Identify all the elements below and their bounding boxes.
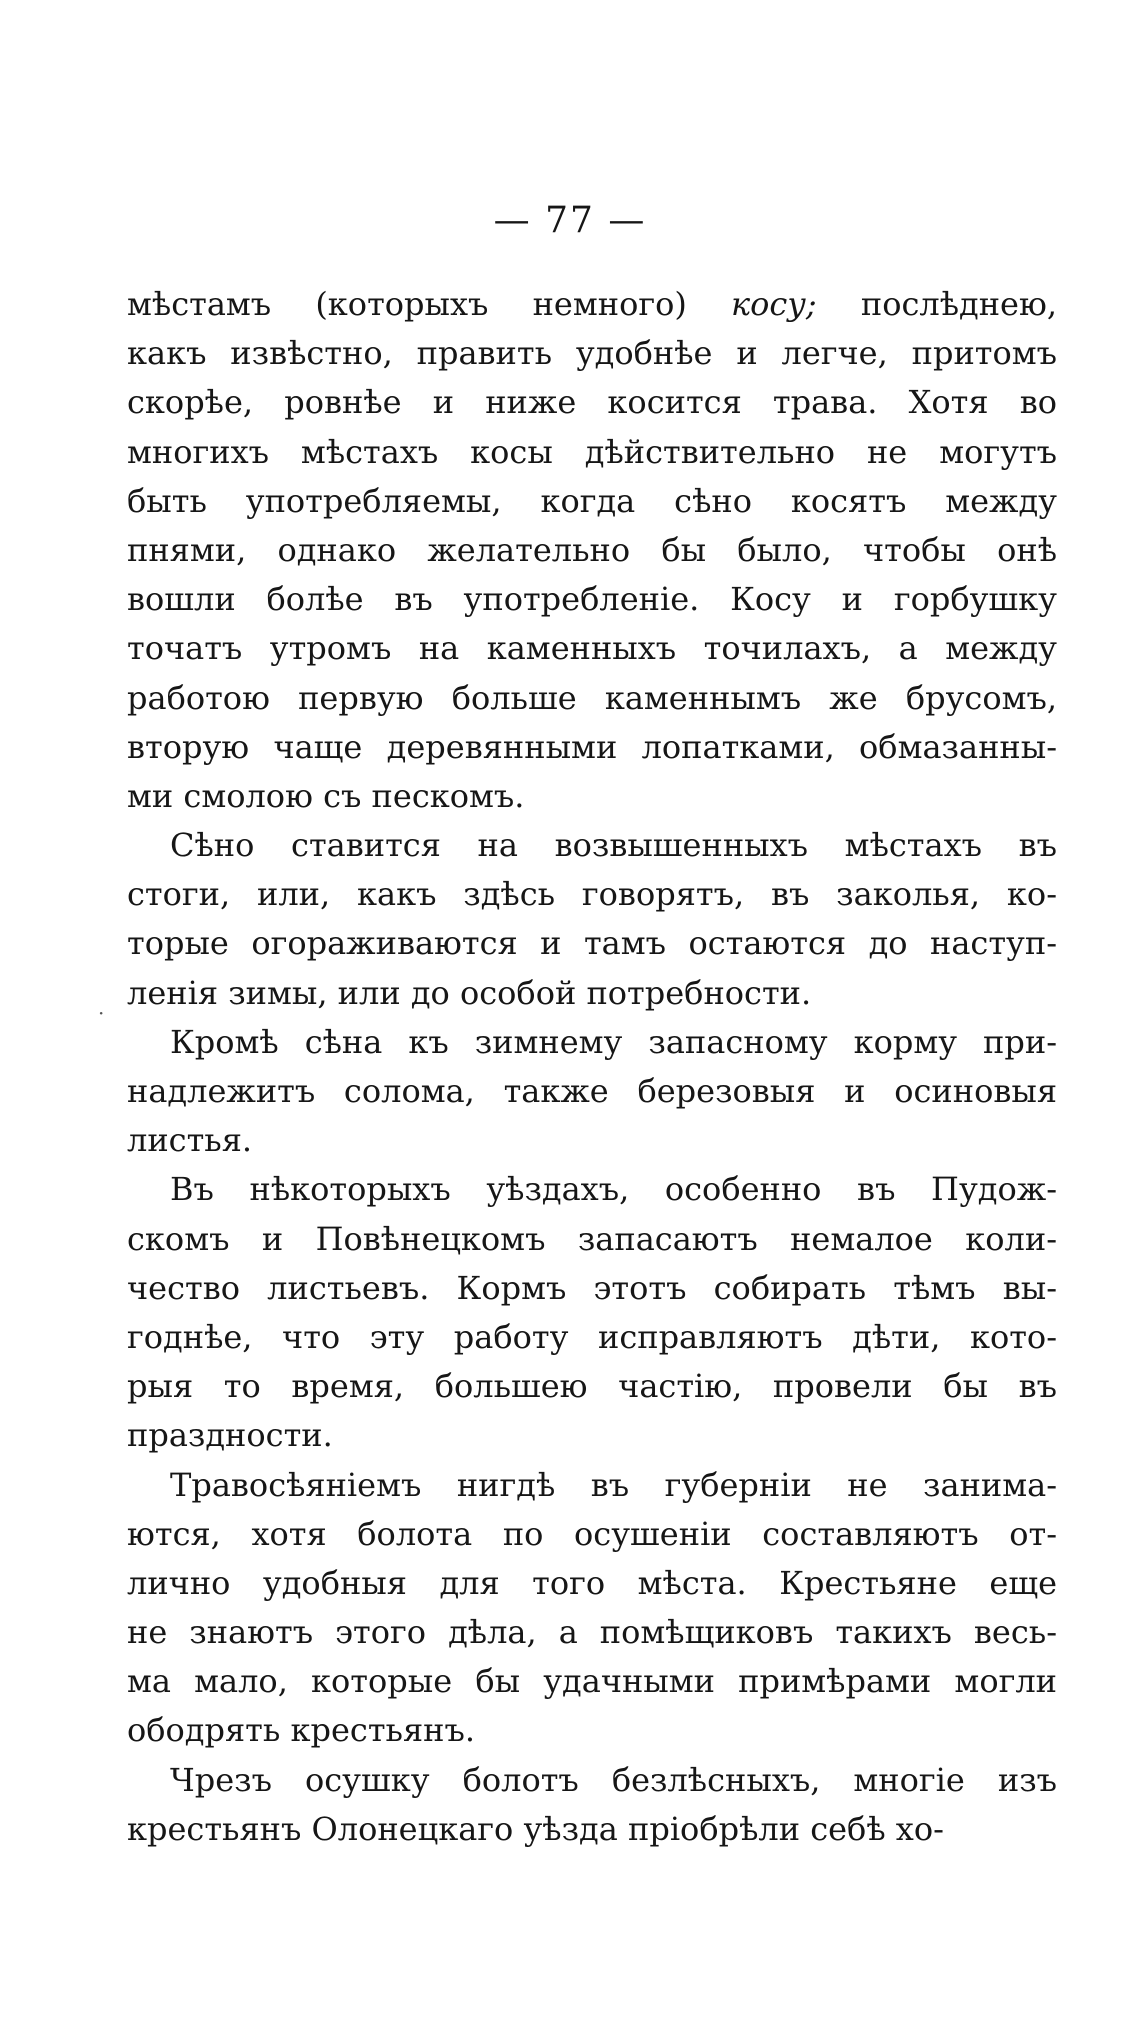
page-number: — 77 — bbox=[493, 200, 647, 241]
text-line: пнями, однако желательно бы было, чтобы онѣ bbox=[127, 530, 1057, 569]
text-line: Кромѣ сѣна къ зимнему запасному корму при- bbox=[170, 1022, 1057, 1061]
text-line: работою первую больше каменнымъ же брусомъ, bbox=[127, 678, 1057, 717]
stray-ink-mark: · bbox=[98, 1001, 105, 1025]
text-line: быть употребляемы, когда сѣно косятъ между bbox=[127, 481, 1057, 520]
text-line: точатъ утромъ на каменныхъ точилахъ, а между bbox=[127, 629, 1057, 668]
text-line: ются, хотя болота по осушеніи составляютъ от- bbox=[127, 1514, 1057, 1553]
paragraph bbox=[127, 1018, 1057, 1166]
text-line: ленія зимы, или до особой потребности. bbox=[127, 973, 812, 1012]
text-line: стоги, или, какъ здѣсь говорятъ, въ заколья, ко- bbox=[127, 875, 1057, 914]
text-line: праздности. bbox=[127, 1416, 333, 1455]
text-line: многихъ мѣстахъ косы дѣйствительно не могутъ bbox=[127, 432, 1057, 471]
text-line: Травосѣяніемъ нигдѣ въ губерніи не занима- bbox=[170, 1465, 1057, 1504]
text-line: ободрять крестьянъ. bbox=[127, 1711, 475, 1750]
text-line: вторую чаще деревянными лопатками, обмазанны- bbox=[127, 727, 1057, 766]
paragraph bbox=[127, 821, 1057, 1018]
body-text bbox=[127, 280, 1057, 1854]
paragraph bbox=[127, 1165, 1057, 1460]
text-line: листья. bbox=[127, 1121, 253, 1160]
text-line: чество листьевъ. Кормъ этотъ собирать тѣмъ вы- bbox=[127, 1268, 1057, 1307]
text-line: мѣстамъ (которыхъ немного) косу; послѣднею, bbox=[127, 285, 1058, 323]
text-line: ми смолою съ пескомъ. bbox=[127, 776, 525, 815]
text-line: лично удобныя для того мѣста. Крестьяне еще bbox=[127, 1563, 1057, 1602]
text-line: не знаютъ этого дѣла, а помѣщиковъ такихъ весь- bbox=[127, 1613, 1057, 1652]
text-line: ма мало, которые бы удачными примѣрами могли bbox=[127, 1662, 1057, 1701]
text-line: скорѣе, ровнѣе и ниже косится трава. Хотя во bbox=[127, 383, 1057, 422]
paragraph bbox=[127, 280, 1057, 821]
text-line: Въ нѣкоторыхъ уѣздахъ, особенно въ Пудож- bbox=[170, 1170, 1057, 1209]
text-line: вошли болѣе въ употребленіе. Косу и горбушку bbox=[127, 580, 1057, 619]
text-line: торые огораживаются и тамъ остаются до наступ- bbox=[127, 924, 1057, 963]
text-line: рыя то время, большею частію, провели бы въ bbox=[127, 1367, 1057, 1406]
text-line: Сѣно ставится на возвышенныхъ мѣстахъ въ bbox=[170, 826, 1057, 865]
text-line: годнѣе, что эту работу исправляютъ дѣти, кото- bbox=[127, 1317, 1057, 1356]
text-line: скомъ и Повѣнецкомъ запасаютъ немалое коли- bbox=[127, 1219, 1057, 1258]
text-line: какъ извѣстно, править удобнѣе и легче, притомъ bbox=[127, 334, 1057, 373]
paragraph bbox=[127, 1461, 1057, 1756]
text-line: надлежитъ солома, также березовыя и осиновыя bbox=[127, 1072, 1057, 1110]
paragraph bbox=[127, 1756, 1057, 1854]
text-line: Чрезъ осушку болотъ безлѣсныхъ, многіе изъ bbox=[170, 1760, 1057, 1799]
text-line: крестьянъ Олонецкаго уѣзда пріобрѣли себѣ хо- bbox=[127, 1809, 944, 1848]
